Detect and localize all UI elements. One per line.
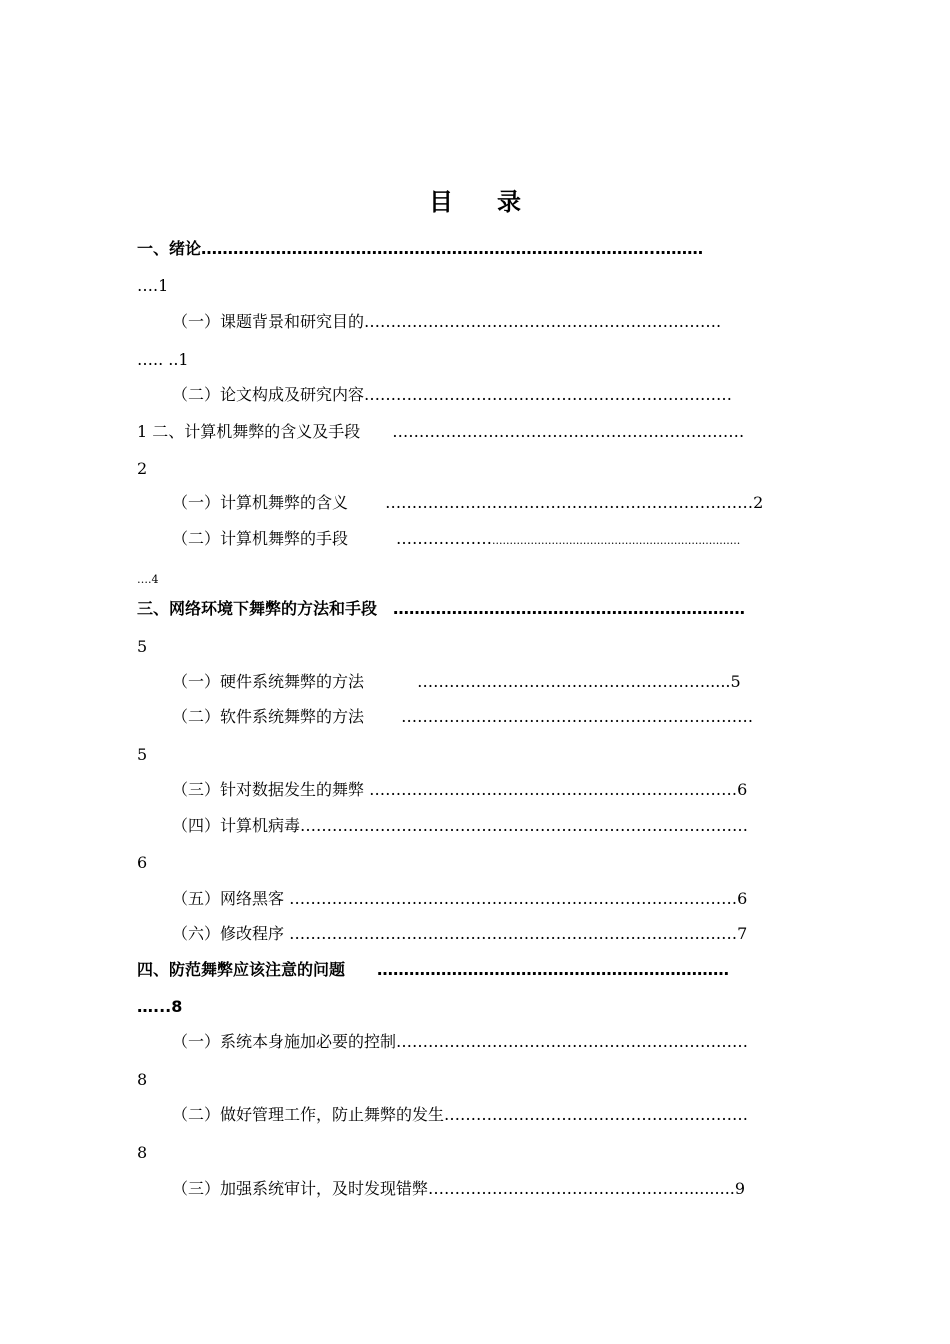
toc-page-number: 6 [137, 853, 148, 872]
toc-entry-2-2-text: （二）计算机舞弊的手段 ……………… [172, 529, 493, 548]
toc-entry-chapter-2: 1 二、计算机舞弊的含义及手段 ………………………………………………………… [137, 422, 745, 441]
toc-page-number: …...8 [137, 997, 183, 1016]
toc-entry-3-5: （五）网络黑客 …………………………………………………………………………6 [172, 889, 748, 908]
toc-entry-3-4: （四）计算机病毒………………………………………………………………………… [172, 816, 749, 835]
toc-entry-chapter-1: 一、绪论………………………………………………………………………….……… [137, 239, 704, 258]
toc-entry-1-1: （一）课题背景和研究目的…………………………………………………………. [172, 312, 722, 331]
toc-entry-3-1: （一）硬件系统舞弊的方法 ……………………………………………….....5 [172, 672, 741, 691]
toc-entry-chapter-3: 三、网络环境下舞弊的方法和手段 ………………………………………………………… [137, 599, 746, 618]
toc-page-number: 5 [137, 637, 148, 656]
toc-page-number: ….1 [137, 276, 169, 295]
toc-leader-dots: ....................................................................... [492, 534, 741, 547]
toc-entry-2-2 [172, 529, 740, 551]
toc-page-number: 8 [137, 1070, 148, 1089]
toc-entry-4-2: （二）做好管理工作，防止舞弊的发生………………………………………………… [172, 1105, 749, 1124]
toc-entry-4-1: （一）系统本身施加必要的控制………………………………………………………… [172, 1032, 749, 1051]
page-title [0, 182, 950, 217]
toc-page-number: ….4 [137, 573, 159, 586]
toc-entry-1-2: （二）论文构成及研究内容…………………………………………………………… [172, 385, 733, 404]
toc-page-number: 8 [137, 1143, 148, 1162]
toc-entry-3-2: （二）软件系统舞弊的方法 ………………………………………………………… [172, 707, 754, 726]
toc-entry-chapter-4: 四、防范舞弊应该注意的问题 ………………………………………………………… [137, 960, 730, 979]
toc-page-number: ….. ..1 [137, 350, 189, 369]
toc-entry-4-3: （三）加强系统审计，及时发现错弊…………………………………………..........9 [172, 1179, 746, 1198]
title-char-2: 录 [497, 188, 521, 216]
toc-entry-3-3: （三）针对数据发生的舞弊 ……………………………………………………………6 [172, 780, 748, 799]
toc-entry-2-1: （一）计算机舞弊的含义 ……………………………………………………………2 [172, 493, 764, 512]
toc-page-number: 2 [137, 459, 148, 478]
toc-entry-3-6: （六）修改程序 …………………………………………………………………………7 [172, 924, 748, 943]
title-char-1: 目 [429, 188, 453, 216]
toc-page-number: 5 [137, 745, 148, 764]
